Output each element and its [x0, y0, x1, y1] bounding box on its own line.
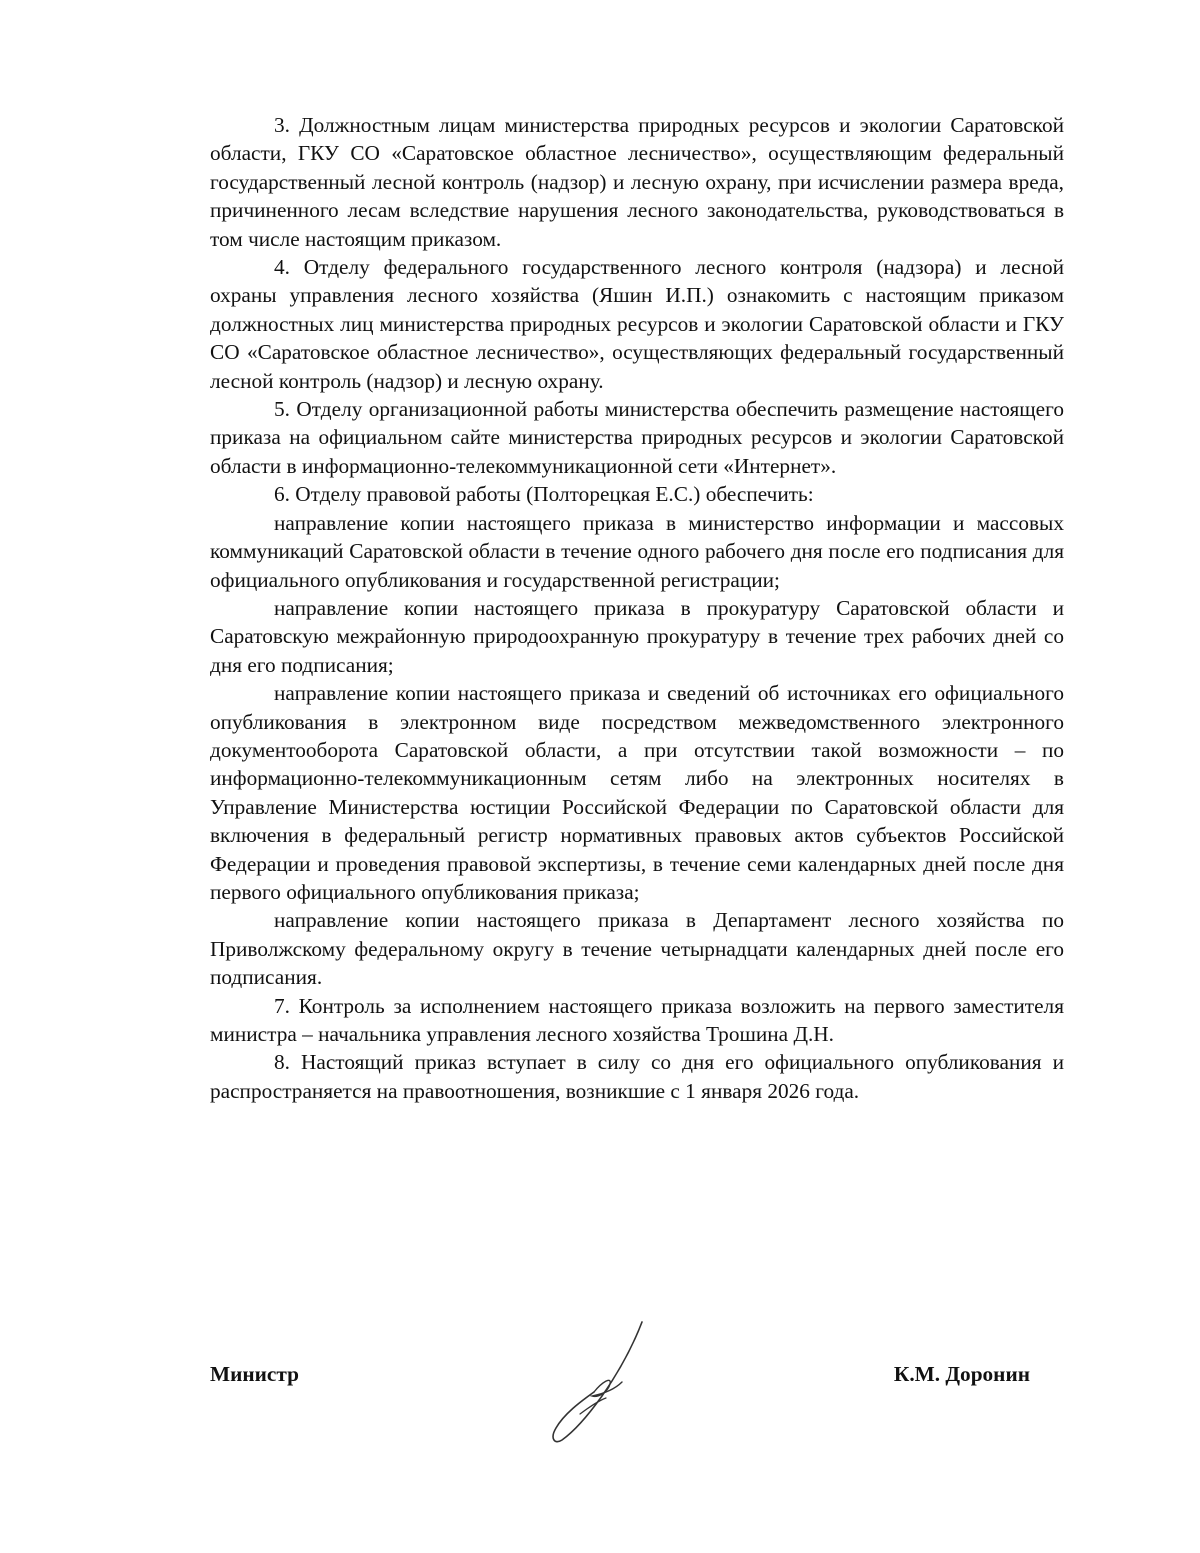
signatory-title: Министр: [210, 1362, 299, 1386]
paragraph-6-item-1: направление копии настоящего приказа в министерство информации и массовых коммуникаций Саратовской области в течение одного рабочего дня после его подписания для официального опубликования и государственной регистрации;: [210, 510, 1064, 592]
paragraph-5: 5. Отделу организационной работы министерства обеспечить размещение настоящего приказа на официальном сайте министерства природных ресурсов и экологии Саратовской области в информационно-телекоммуникационной сети «Интернет».: [210, 397, 1064, 478]
paragraph-3: 3. Должностным лицам министерства природных ресурсов и экологии Саратовской области, ГКУ СО «Саратовское областное лесничество», осуществляющим федеральный государственный лесной контроль (надзор) и лесную охрану, при исчислении размера вреда, причиненного лесам вследствие нарушения лесного законодательства, руководствоваться в том числе настоящим приказом.: [210, 113, 1064, 251]
signatory-name: К.М. Доронин: [893, 1362, 1030, 1386]
paragraph-6-item-2: направление копии настоящего приказа в прокуратуру Саратовской области и Саратовскую межрайонную природоохранную прокуратуру в течение трех рабочих дней со дня его подписания;: [210, 595, 1064, 677]
handwritten-signature: [540, 1318, 650, 1448]
paragraph-6-item-4: направление копии настоящего приказа в Департамент лесного хозяйства по Приволжскому федеральному округу в течение четырнадцати календарных дней после его подписания.: [210, 908, 1064, 990]
paragraph-6-item-3: направление копии настоящего приказа и сведений об источниках его официального опубликования в электронном виде посредством межведомственного электронного документооборота Саратовской области, а при отсутствии такой возможности – по информационно-телекоммуникационным сетям либо на электронных носителях в Управление Министерства юстиции Российской Федерации по Саратовской области для включения в федеральный регистр нормативных правовых актов субъектов Российской Федерации и проведения правовой экспертизы, в течение семи календарных дней после дня первого официального опубликования приказа;: [210, 681, 1064, 904]
paragraph-8: 8. Настоящий приказ вступает в силу со дня его официального опубликования и распространяется на правоотношения, возникшие с 1 января 2026 года.: [210, 1050, 1064, 1103]
paragraph-4: 4. Отделу федерального государственного лесного контроля (надзора) и лесной охраны управления лесного хозяйства (Яшин И.П.) ознакомить с настоящим приказом должностных лиц министерства природных ресурсов и экологии Саратовской области и ГКУ СО «Саратовское областное лесничество», осуществляющих федеральный государственный лесной контроль (надзор) и лесную охрану.: [210, 255, 1064, 393]
paragraph-7: 7. Контроль за исполнением настоящего приказа возложить на первого заместителя министра – начальника управления лесного хозяйства Трошина Д.Н.: [210, 993, 1064, 1046]
paragraph-6: 6. Отделу правовой работы (Полторецкая Е.С.) обеспечить:: [274, 482, 814, 507]
document-body: [210, 111, 1064, 1105]
